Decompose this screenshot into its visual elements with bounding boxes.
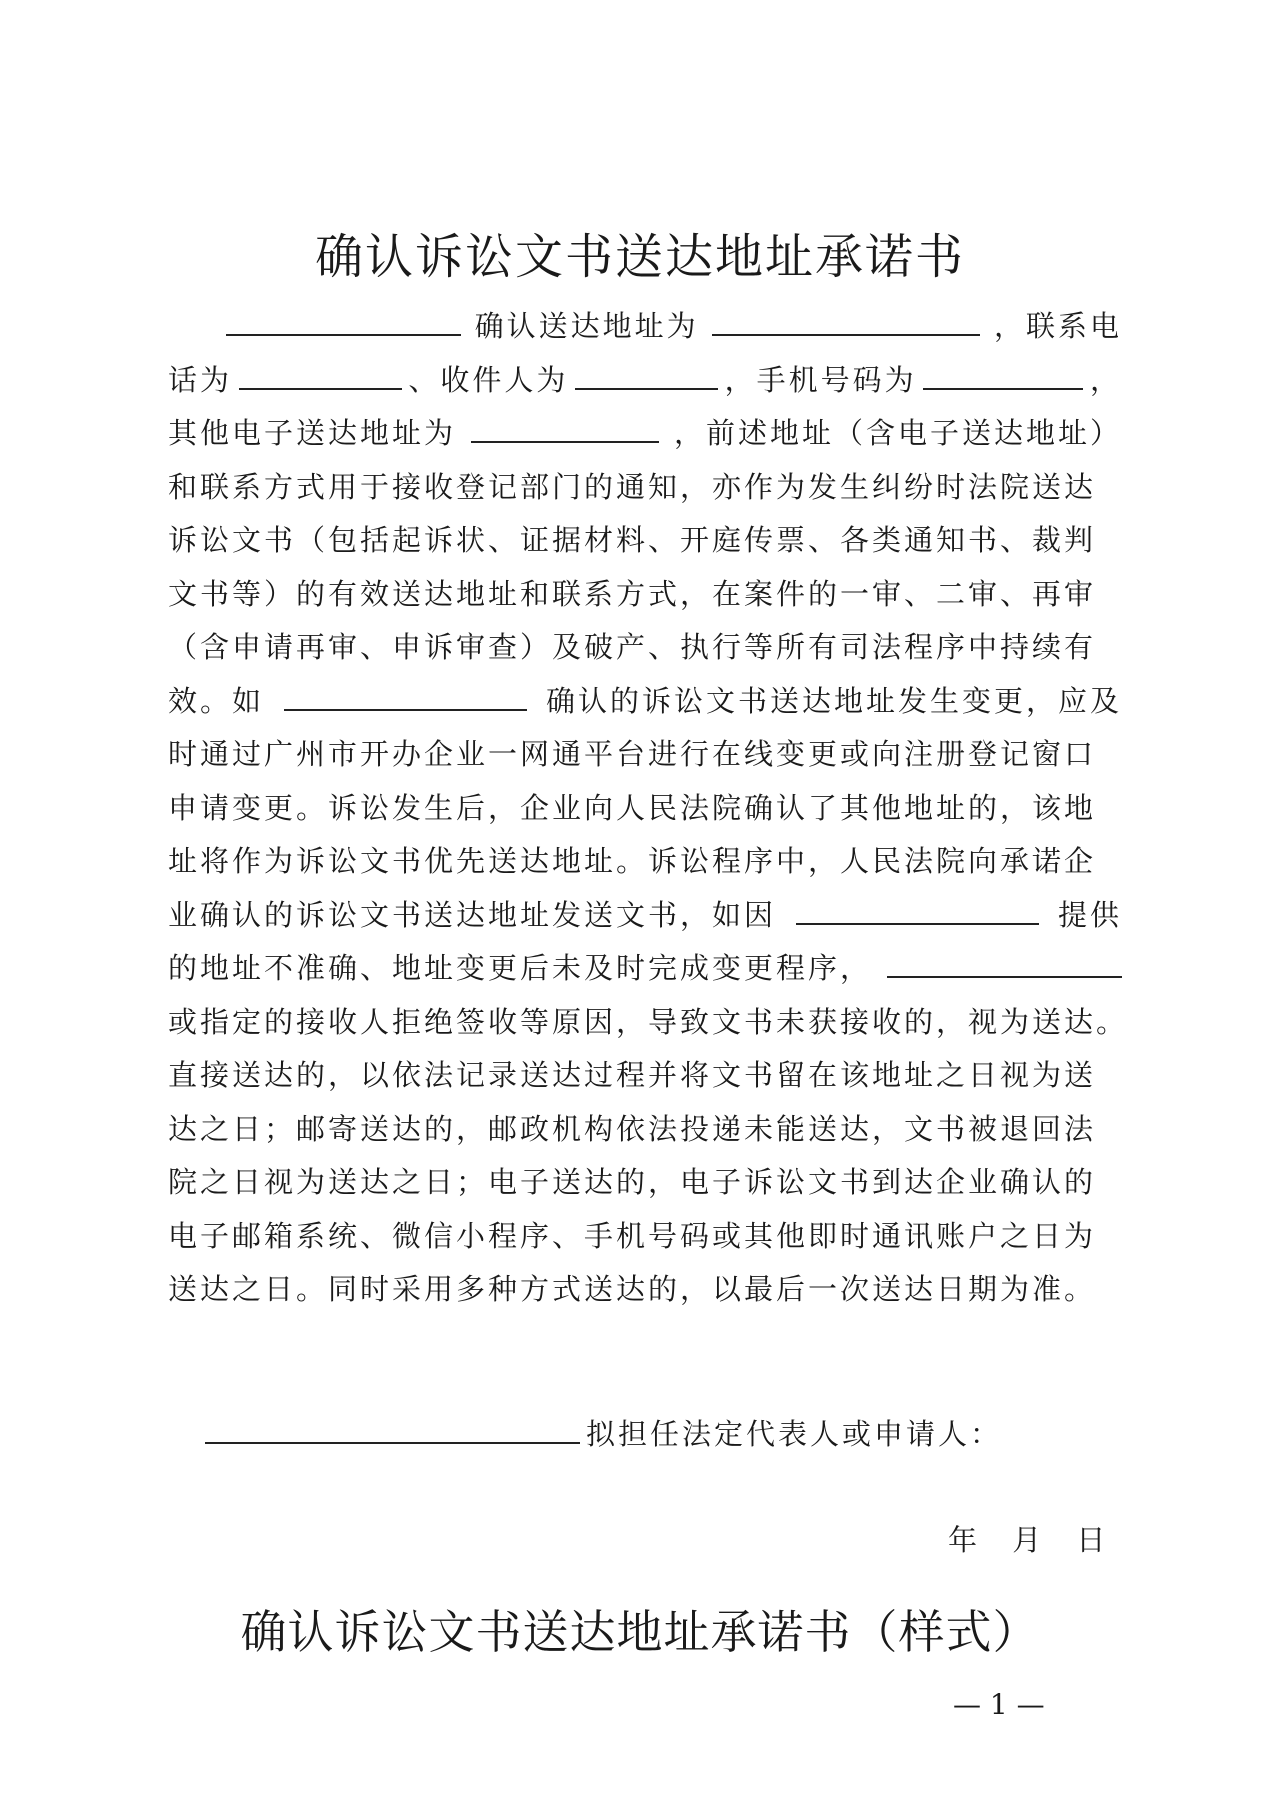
body-line-7: （含申请再审、申诉审查）及破产、执行等所有司法程序中持续有 [168, 630, 1097, 664]
body-line-14: 或指定的接收人拒绝签收等原因，导致文书未获接收的，视为送达。 [168, 1004, 1129, 1039]
signature-line [205, 1408, 1002, 1453]
recipient-blank[interactable] [575, 354, 718, 390]
body-line-8: 效。如 确认的诉讼文书送达地址发生变更，应及 [168, 675, 1122, 729]
page-number: — 1 — [953, 1688, 1045, 1721]
mobile-number-blank[interactable] [923, 354, 1083, 390]
body-line-2: 话为 、收件人为 ，手机号码为 ， [168, 354, 1122, 408]
body-line-11: 址将作为诉讼文书优先送达地址。诉讼程序中，人民法院向承诺企 [168, 844, 1097, 878]
body-line-12: 业确认的诉讼文书送达地址发送文书，如因 提供 [168, 889, 1122, 943]
body-line-16: 达之日；邮寄送达的，邮政机构依法投递未能送达，文书被退回法 [168, 1111, 1097, 1146]
signature-blank[interactable] [205, 1408, 580, 1444]
company-name-blank-4[interactable] [887, 942, 1122, 978]
contact-phone-blank[interactable] [239, 354, 402, 390]
body-line-17: 院之日视为送达之日；电子送达的，电子诉讼文书到达企业确认的 [168, 1165, 1097, 1199]
body-line-3: 其他电子送达地址为 ，前述地址（含电子送达地址） [168, 407, 1122, 461]
electronic-address-blank[interactable] [471, 407, 659, 443]
body-line-10: 申请变更。诉讼发生后，企业向人民法院确认了其他地址的，该地 [168, 790, 1097, 825]
page-title: 确认诉讼文书送达地址承诺书 [314, 229, 965, 285]
company-name-blank-2[interactable] [284, 675, 527, 711]
body-line-15: 直接送达的，以依法记录送达过程并将文书留在该地址之日视为送 [168, 1058, 1097, 1092]
company-name-blank[interactable] [226, 300, 461, 336]
body-line-9: 时通过广州市开办企业一网通平台进行在线变更或向注册登记窗口 [168, 737, 1097, 771]
company-name-blank-3[interactable] [796, 889, 1039, 925]
body-line-1: 确认送达地址为 ，联系电 [168, 300, 1122, 354]
body-line-13: 的地址不准确、地址变更后未及时完成变更程序， [168, 942, 1122, 996]
sample-title: 确认诉讼文书送达地址承诺书（样式） [240, 1605, 1040, 1659]
body-line-6: 文书等）的有效送达地址和联系方式，在案件的一审、二审、再审 [168, 576, 1097, 611]
service-address-blank[interactable] [712, 300, 980, 336]
body-line-18: 电子邮箱系统、微信小程序、手机号码或其他即时通讯账户之日为 [168, 1218, 1097, 1253]
body-line-19: 送达之日。同时采用多种方式送达的，以最后一次送达日期为准。 [168, 1272, 1097, 1306]
body-line-5: 诉讼文书（包括起诉状、证据材料、开庭传票、各类通知书、裁判 [168, 523, 1097, 557]
body-line-4: 和联系方式用于接收登记部门的通知，亦作为发生纠纷时法院送达 [168, 469, 1097, 504]
date-line: 年 月 日 [948, 1523, 1108, 1557]
signature-label: 拟担任法定代表人或申请人： [586, 1417, 1003, 1451]
commitment-body [168, 300, 1129, 1317]
